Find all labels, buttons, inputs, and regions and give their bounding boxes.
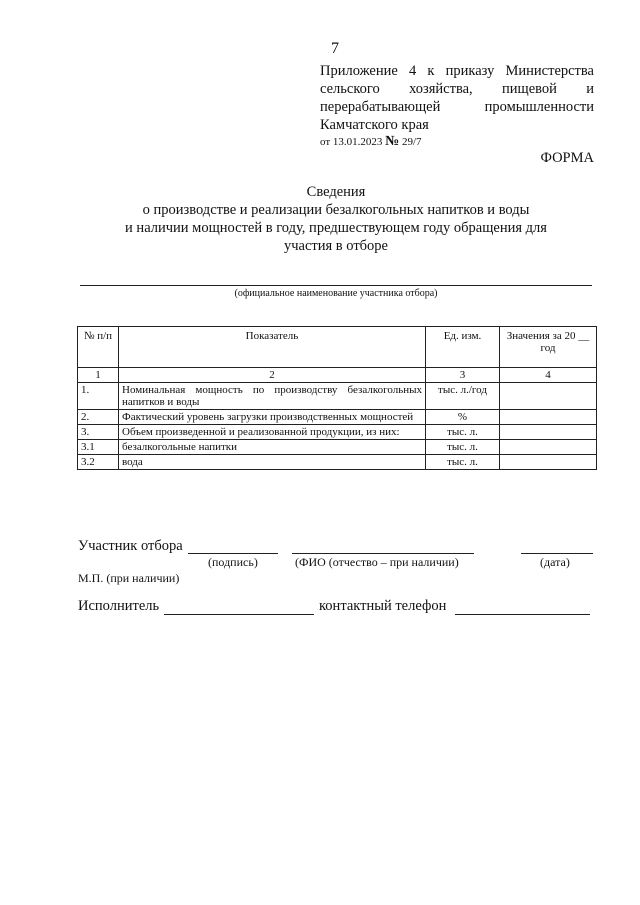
stamp-note: М.П. (при наличии) — [78, 571, 180, 585]
order-date: от 13.01.2023 — [320, 136, 383, 148]
row-indicator: вода — [119, 455, 426, 470]
appendix-line-4: Камчатского края — [320, 117, 429, 133]
org-name-field[interactable] — [80, 285, 592, 286]
row-num: 2. — [78, 410, 119, 425]
column-number: 1 — [78, 368, 119, 383]
number-sign: № — [385, 134, 400, 149]
table-header-row — [78, 327, 597, 368]
column-number: 3 — [426, 368, 500, 383]
order-number: 29/7 — [402, 136, 422, 148]
executor-field[interactable] — [164, 614, 314, 615]
title-line-2: о производстве и реализации безалкогольных напитков и воды — [142, 202, 530, 218]
form-label: ФОРМА — [540, 150, 594, 166]
appendix-line-3: перерабатывающей промышленности — [320, 99, 594, 115]
page-number: 7 — [331, 40, 339, 57]
row-indicator: безалкогольные напитки — [119, 440, 426, 455]
header-indicator: Показатель — [119, 327, 426, 368]
title-line-3: и наличии мощностей в году, предшествующем году обращения для — [125, 220, 547, 236]
row-value-cell[interactable] — [500, 410, 597, 425]
phone-field[interactable] — [455, 614, 590, 615]
row-indicator-text: Фактический уровень загрузки производственных мощностей — [122, 411, 414, 423]
name-caption: (ФИО (отчество – при наличии) — [295, 555, 459, 569]
row-indicator — [119, 410, 426, 425]
row-unit: тыс. л./год — [426, 383, 500, 410]
date-caption: (дата) — [540, 555, 570, 569]
row-value-cell[interactable] — [500, 440, 597, 455]
row-unit: % — [426, 410, 500, 425]
table-row — [78, 383, 597, 410]
row-indicator-text: Номинальная мощность по производству безалкогольных напитков и воды — [122, 384, 422, 408]
row-value-cell[interactable] — [500, 455, 597, 470]
data-table — [77, 326, 597, 470]
column-number: 2 — [119, 368, 426, 383]
row-num: 3.1 — [78, 440, 119, 455]
row-indicator-text: Объем произведенной и реализованной продукции, из них: — [122, 426, 400, 438]
row-value-cell[interactable] — [500, 425, 597, 440]
column-number: 4 — [500, 368, 597, 383]
row-num: 3.2 — [78, 455, 119, 470]
appendix-line-1: Приложение 4 к приказу Министерства — [320, 63, 594, 79]
row-unit: тыс. л. — [426, 455, 500, 470]
full-name-field[interactable] — [292, 553, 474, 554]
org-name-caption: (официальное наименование участника отбора) — [234, 288, 438, 299]
header-value: Значения за 20 __ год — [500, 327, 597, 368]
appendix-line-2: сельского хозяйства, пищевой и — [320, 81, 594, 97]
appendix-header — [320, 62, 594, 134]
header-unit: Ед. изм. — [426, 327, 500, 368]
executor-label: Исполнитель — [78, 598, 160, 614]
date-field[interactable] — [521, 553, 593, 554]
phone-label: контактный телефон — [319, 598, 447, 614]
signature-field[interactable] — [188, 553, 278, 554]
document-title — [80, 183, 592, 255]
row-num: 3. — [78, 425, 119, 440]
row-unit: тыс. л. — [426, 440, 500, 455]
row-indicator — [119, 425, 426, 440]
row-indicator — [119, 383, 426, 410]
row-value-cell[interactable] — [500, 383, 597, 410]
header-num: № п/п — [78, 327, 119, 368]
table-row — [78, 425, 597, 440]
signature-caption: (подпись) — [208, 555, 258, 569]
table-row — [78, 440, 597, 455]
participant-label: Участник отбора — [78, 538, 183, 554]
title-line-1: Сведения — [306, 184, 366, 200]
column-number-row — [78, 368, 597, 383]
table-row — [78, 455, 597, 470]
row-unit: тыс. л. — [426, 425, 500, 440]
order-reference — [320, 134, 422, 150]
title-line-4: участия в отборе — [284, 238, 388, 254]
table-row — [78, 410, 597, 425]
row-num: 1. — [78, 383, 119, 410]
